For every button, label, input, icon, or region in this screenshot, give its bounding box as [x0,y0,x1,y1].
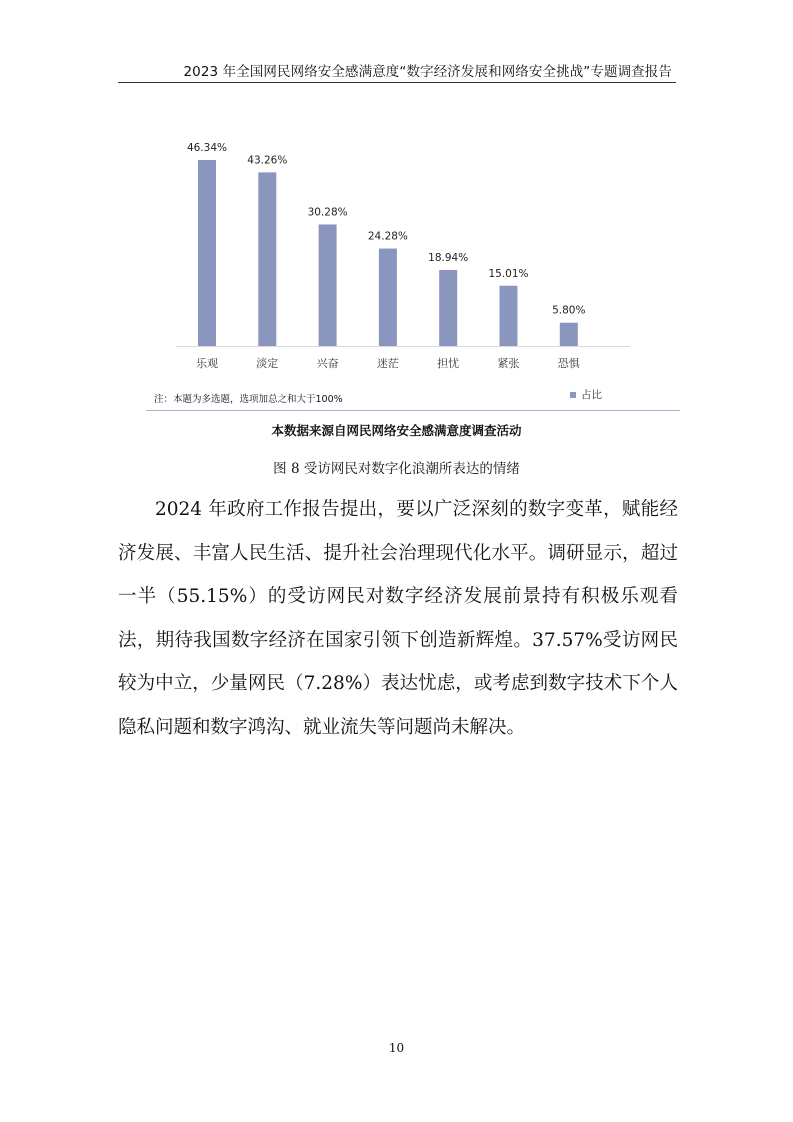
bar-1 [198,160,216,346]
chart-divider [146,410,680,411]
value-label-5: 18.94% [428,251,469,264]
page-header [118,54,676,83]
category-label-1: 乐观 [196,357,218,370]
value-label-7: 5.80% [552,304,586,317]
legend-swatch [570,392,576,398]
data-source: 本数据来源自网民网络安全感满意度调查活动 [271,423,522,438]
bar-5 [439,270,457,346]
bar-7 [560,323,578,346]
bar-3 [319,224,337,346]
value-label-2: 43.26% [247,154,288,167]
header-title: 2023 年全国网民网络安全感满意度“数字经济发展和网络安全挑战”专题调查报告 [183,64,672,80]
category-label-5: 担忧 [437,357,460,370]
page-number: 10 [388,1041,405,1055]
bar-2 [258,172,276,346]
chart-svg [146,125,652,408]
category-label-7: 恐惧 [557,357,580,370]
bar-6 [500,286,518,346]
value-label-4: 24.28% [367,230,408,243]
legend-label: 占比 [581,389,602,401]
body-paragraph: 2024 年政府工作报告提出，要以广泛深刻的数字变革，赋能经济发展、丰富人民生活、提升社会治理现代化水平。调研显示，超过一半（55.15%）的受访网民对数字经济发展前景持有积极乐观看法，期待我国数字经济在国家引领下创造新辉煌。37.57%受访网民较为中立，少量网民（7.28%）表达忧虑，或考虑到数字技术下个人隐私问题和数字鸿沟、就业流失等问题尚未解决。 [118,499,678,738]
category-label-4: 迷茫 [376,357,399,370]
value-label-3: 30.28% [307,206,348,219]
category-label-3: 兴奋 [316,357,339,370]
emotion-bar-chart [146,125,652,408]
value-label-6: 15.01% [488,267,529,280]
category-label-2: 淡定 [256,357,279,370]
value-label-1: 46.34% [186,142,228,154]
bar-4 [379,249,397,346]
chart-note: 注：本题为多选题，选项加总之和大于100% [154,394,343,405]
category-label-6: 紧张 [497,357,520,370]
figure-caption: 图 8 受访网民对数字化浪潮所表达的情绪 [273,461,520,477]
chart-legend [570,387,602,402]
